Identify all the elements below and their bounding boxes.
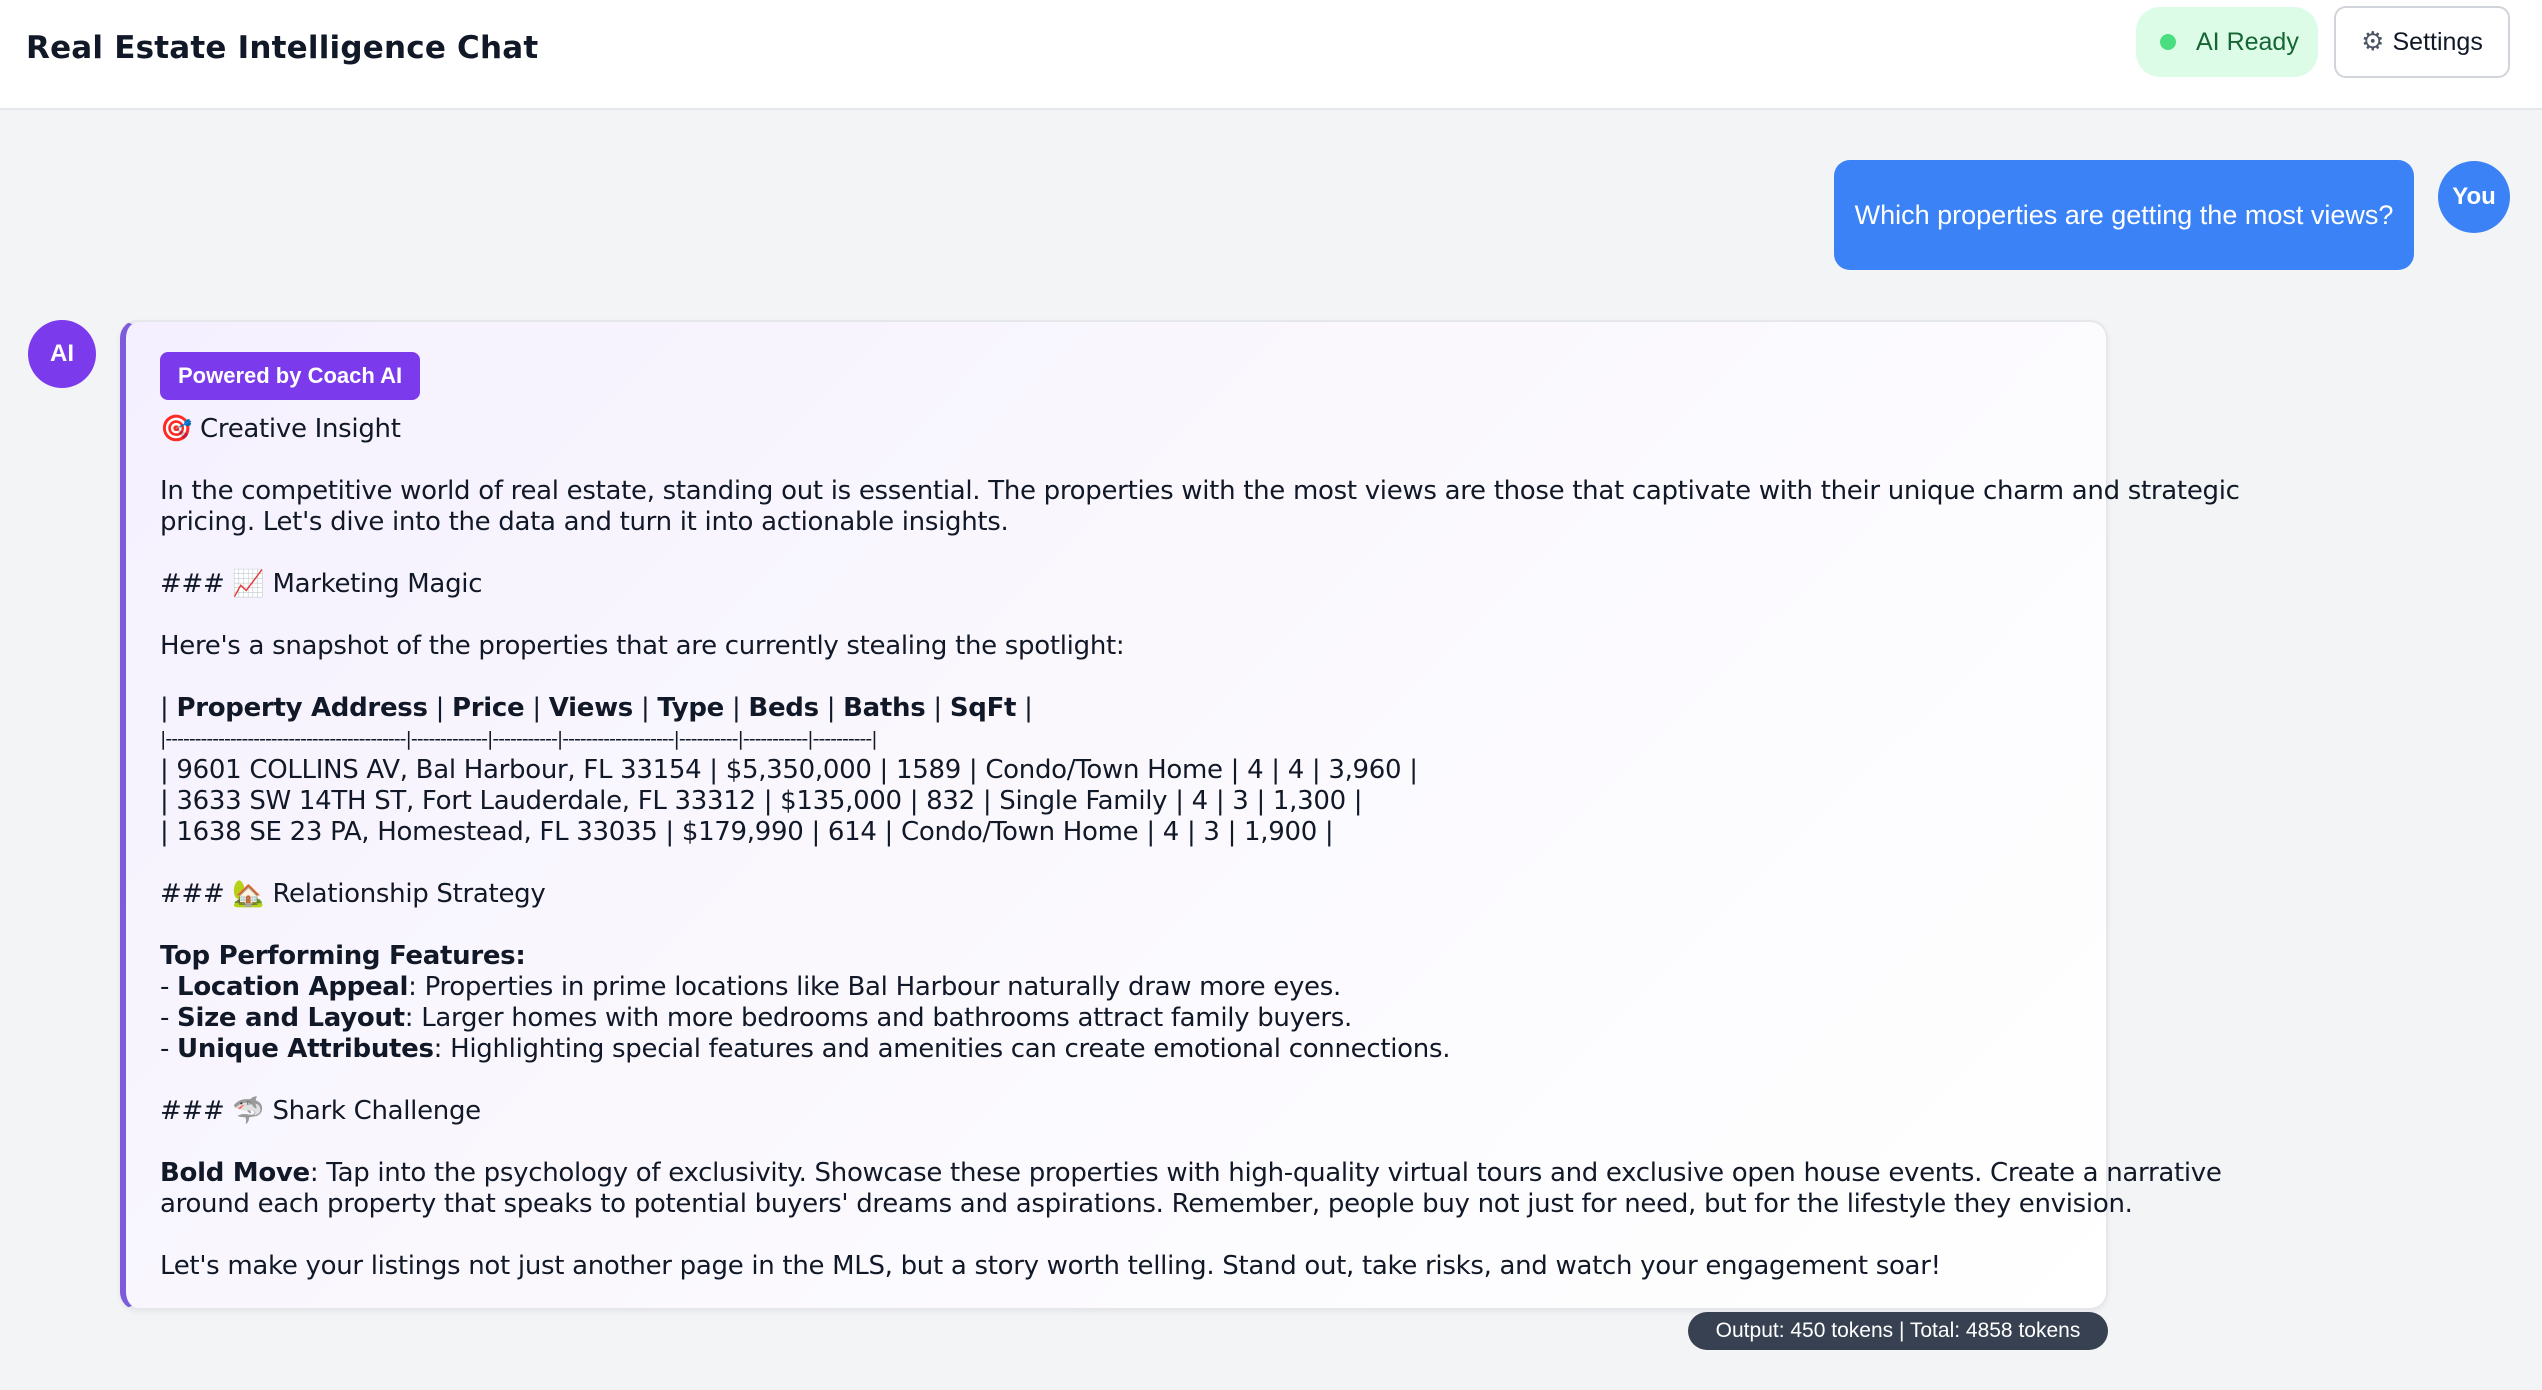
col-beds: Beds [748,693,819,723]
status-dot-icon [2160,34,2176,50]
shark-challenge-heading: ### 🦈 Shark Challenge [160,1096,481,1126]
table-header-row: | Property Address | Price | Views | Type | Beds | Baths | SqFt | [160,693,1033,723]
ai-avatar: AI [28,320,96,388]
relationship-strategy-heading: ### 🏡 Relationship Strategy [160,879,546,909]
feature-text: : Properties in prime locations like Bal Harbour naturally draw more eyes. [408,972,1341,1002]
list-item: - Location Appeal: Properties in prime locations like Bal Harbour naturally draw more eyes. [160,972,1341,1002]
col-type: Type [657,693,725,723]
bold-move-label: Bold Move [160,1158,310,1188]
features-heading: Top Performing Features: [160,941,526,971]
ai-status-badge [2136,7,2318,77]
gear-icon: ⚙ [2361,27,2385,57]
user-message-text: Which properties are getting the most views? [1854,199,2394,230]
user-avatar: You [2438,161,2510,233]
settings-button[interactable] [2334,6,2510,78]
feature-label: Location Appeal [177,972,409,1002]
col-address: Property Address [176,693,428,723]
closing-line: Let's make your listings not just another page in the MLS, but a story worth telling. Stand out, take risks, and watch your engagement soar! [160,1251,1941,1281]
status-label: AI Ready [2196,27,2299,56]
settings-label: Settings [2392,27,2483,56]
table-row: | 9601 COLLINS AV, Bal Harbour, FL 33154 | $5,350,000 | 1589 | Condo/Town Home | 4 | 4 | 3,960 | [160,755,1418,785]
creative-insight-heading: 🎯 Creative Insight [160,414,401,444]
feature-text: : Highlighting special features and amenities can create emotional connections. [433,1034,1451,1064]
feature-text: : Larger homes with more bedrooms and bathrooms attract family buyers. [404,1003,1352,1033]
token-usage-badge: Output: 450 tokens | Total: 4858 tokens [1688,1312,2108,1350]
bold-move-text: : Tap into the psychology of exclusivity. Showcase these properties with high-quality virtual tours and exclusive open house events. Create a narrative [309,1158,2222,1188]
feature-label: Unique Attributes [177,1034,434,1064]
bold-move-line-2: around each property that speaks to potential buyers' dreams and aspirations. Remember, people buy not just for need, but for the lifestyle they envision. [160,1189,2133,1219]
list-item: - Unique Attributes: Highlighting special features and amenities can create emotional connections. [160,1034,1451,1064]
bold-move-line-1 [160,1158,2222,1189]
feature-label: Size and Layout [177,1003,405,1033]
user-message-bubble [1834,160,2414,270]
list-item: - Size and Layout: Larger homes with more bedrooms and bathrooms attract family buyers. [160,1003,1352,1033]
col-sqft: SqFt [949,693,1017,723]
powered-by-badge: Powered by Coach AI [160,352,420,400]
col-views: Views [548,693,633,723]
col-price: Price [452,693,525,723]
app-title: Real Estate Intelligence Chat [26,30,539,66]
intro-line-1: In the competitive world of real estate, standing out is essential. The properties with the most views are those that captivate with their unique charm and strategic [160,476,2240,506]
ai-message-body [160,414,2240,1282]
table-row: | 1638 SE 23 PA, Homestead, FL 33035 | $179,990 | 614 | Condo/Town Home | 4 | 3 | 1,900 | [160,817,1334,847]
top-bar [0,0,2542,110]
table-separator: |-----------------------------------------|-------------|-----------|-------------------|----------|-----------|----------| [160,728,877,750]
intro-line-2: pricing. Let's dive into the data and turn it into actionable insights. [160,507,1009,537]
table-row: | 3633 SW 14TH ST, Fort Lauderdale, FL 33312 | $135,000 | 832 | Single Family | 4 | 3 | 1,300 | [160,786,1363,816]
col-baths: Baths [843,693,926,723]
snapshot-line: Here's a snapshot of the properties that are currently stealing the spotlight: [160,631,1125,661]
marketing-magic-heading: ### 📈 Marketing Magic [160,569,483,599]
